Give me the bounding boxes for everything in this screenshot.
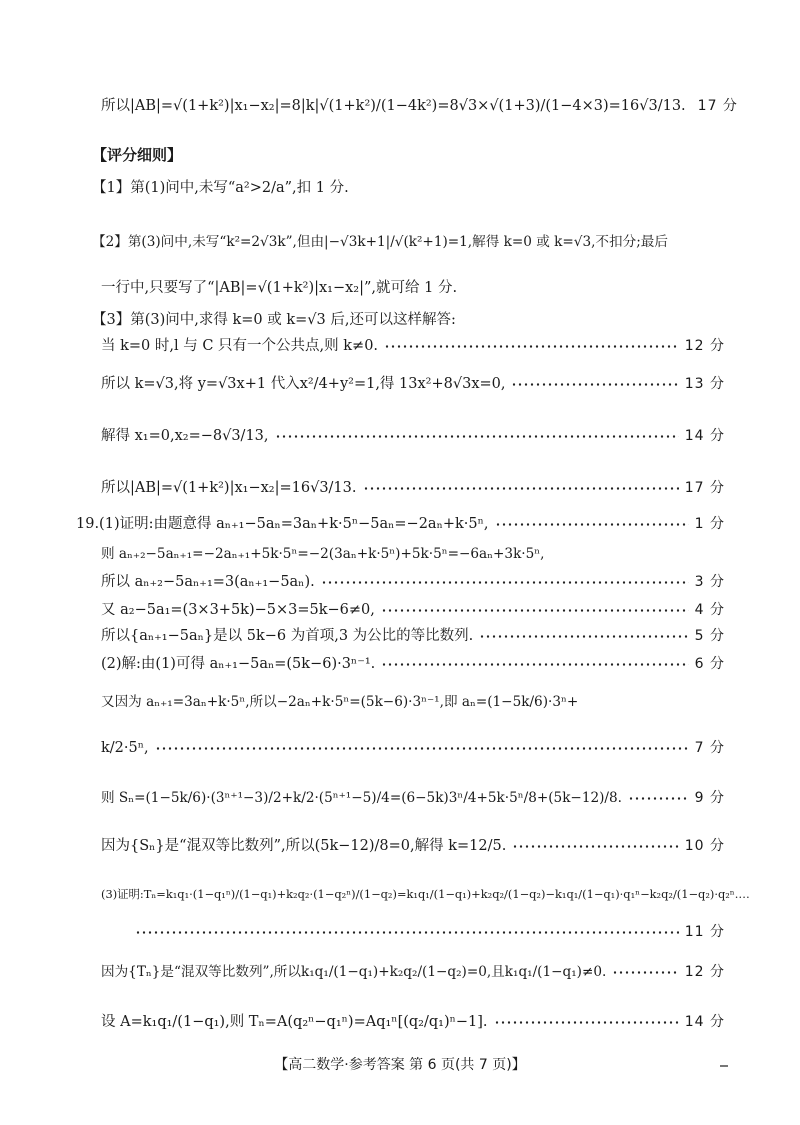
score-label: 17 分 [684, 480, 725, 496]
rule-3-line [92, 310, 716, 330]
score-label: 10 分 [684, 838, 725, 854]
score-label: 12 分 [684, 964, 725, 980]
line-text: 19.(1)证明:由题意得 aₙ₊₁−5aₙ=3aₙ+k·5ⁿ−5aₙ=−2aₙ+k·5ⁿ, [76, 516, 489, 532]
leader-dots [275, 435, 679, 438]
q19-line-5 [101, 626, 725, 646]
q19-line-2 [101, 544, 731, 564]
leader-dots [381, 609, 689, 612]
q19-line-11 [101, 884, 750, 904]
q19-line-13 [101, 962, 725, 982]
score-label: 7 分 [694, 740, 725, 756]
answer-line-17 [101, 478, 725, 498]
rule-2-line-a [92, 232, 732, 252]
answer-line-1 [101, 96, 738, 116]
q19-line-1 [76, 514, 725, 534]
q19-line-3 [101, 572, 725, 592]
answer-line-14 [101, 426, 725, 446]
line-text: 解得 x₁=0,x₂=−8√3/13, [101, 428, 269, 444]
line-text: 则 aₙ₊₂−5aₙ₊₁=−2aₙ₊₁+5k·5ⁿ=−2(3aₙ+k·5ⁿ)+5k·5ⁿ=−6aₙ+3k·5ⁿ, [101, 546, 545, 562]
score-label: 3 分 [694, 574, 725, 590]
leader-dots [511, 383, 678, 386]
leader-dots [479, 635, 688, 638]
score-label: 5 分 [694, 628, 725, 644]
rule-1-line [92, 178, 716, 198]
line-text: 所以{aₙ₊₁−5aₙ}是以 5k−6 为首项,3 为公比的等比数列. [101, 628, 474, 644]
leader-dots [494, 1021, 679, 1024]
q19-line-6 [101, 654, 725, 674]
leader-dots [321, 581, 689, 584]
score-label: 1 分 [694, 516, 725, 532]
line-text: (3)证明:Tₙ=k₁q₁·(1−q₁ⁿ)/(1−q₁)+k₂q₂·(1−q₂ⁿ)/(1−q₂)=k₁q₁/(1−q₁)+k₂q₂/(1−q₂)−k₁q₁/(1−q₁)·q₁ⁿ−k₂q₂/(1−q₂)·q₂ⁿ.… [101, 887, 750, 901]
line-text: 因为{Tₙ}是“混双等比数列”,所以k₁q₁/(1−q₁)+k₂q₂/(1−q₂)=0,且k₁q₁/(1−q₁)≠0. [101, 964, 607, 980]
leader-dots [363, 487, 679, 490]
scoring-rules-heading: 【评分细则】 [92, 146, 183, 164]
line-text: 又因为 aₙ₊₁=3aₙ+k·5ⁿ,所以−2aₙ+k·5ⁿ=(5k−6)·3ⁿ⁻¹,即 aₙ=(1−5k/6)·3ⁿ+ [101, 694, 579, 710]
score-label: 14 分 [684, 428, 725, 444]
line-text: 则 Sₙ=(1−5k/6)·(3ⁿ⁺¹−3)/2+k/2·(5ⁿ⁺¹−5)/4=(6−5k)3ⁿ/4+5k·5ⁿ/8+(5k−12)/8. [101, 790, 622, 806]
score-label: 11 分 [684, 924, 725, 940]
answer-line-12 [101, 336, 725, 356]
page-footer: 【高二数学·参考答案 第 6 页(共 7 页)】 [274, 1057, 526, 1073]
line-text: 所以 k=√3,将 y=√3x+1 代入x²/4+y²=1,得 13x²+8√3x=0, [101, 376, 506, 392]
answer-line-13 [101, 374, 725, 394]
line-text: (2)解:由(1)可得 aₙ₊₁−5aₙ=(5k−6)·3ⁿ⁻¹. [101, 656, 376, 672]
score-label: 9 分 [694, 790, 725, 806]
score-label: 12 分 [684, 338, 725, 354]
leader-dots [612, 971, 678, 974]
line-text: 一行中,只要写了“|AB|=√(1+k²)|x₁−x₂|”,就可给 1 分. [101, 280, 458, 296]
q19-line-9 [101, 788, 725, 808]
q19-line-8 [101, 738, 725, 758]
score-label: 6 分 [694, 656, 725, 672]
corner-mark [720, 1065, 728, 1067]
line-text: 当 k=0 时,l 与 C 只有一个公共点,则 k≠0. [101, 338, 379, 354]
score-label: 17 分 [697, 98, 738, 114]
score-label: 13 分 [684, 376, 725, 392]
q19-line-7 [101, 692, 733, 712]
rule-2-line-b [101, 278, 725, 298]
line-text: 所以 aₙ₊₂−5aₙ₊₁=3(aₙ₊₁−5aₙ). [101, 574, 315, 590]
leader-dots [135, 931, 679, 934]
line-text: 【3】第(3)问中,求得 k=0 或 k=√3 后,还可以这样解答: [92, 312, 456, 328]
leader-dots [628, 797, 689, 800]
line-text: 设 A=k₁q₁/(1−q₁),则 Tₙ=A(q₂ⁿ−q₁ⁿ)=Aq₁ⁿ[(q₂/q₁)ⁿ−1]. [101, 1014, 488, 1030]
q19-line-4 [101, 600, 725, 620]
leader-dots [155, 747, 689, 750]
line-text: 又 a₂−5a₁=(3×3+5k)−5×3=5k−6≠0, [101, 602, 375, 618]
score-label: 4 分 [694, 602, 725, 618]
line-text: 因为{Sₙ}是“混双等比数列”,所以(5k−12)/8=0,解得 k=12/5. [101, 838, 507, 854]
q19-line-14 [101, 1012, 725, 1032]
leader-dots [495, 523, 689, 526]
leader-dots [381, 663, 688, 666]
q19-line-10 [101, 836, 725, 856]
score-label: 14 分 [684, 1014, 725, 1030]
line-text: k/2·5ⁿ, [101, 740, 149, 756]
line-text: 所以|AB|=√(1+k²)|x₁−x₂|=8|k|√(1+k²)/(1−4k²)=8√3×√(1+3)/(1−4×3)=16√3/13. [101, 98, 686, 114]
q19-line-12 [101, 922, 725, 942]
leader-dots [384, 345, 679, 348]
line-text: 【2】第(3)问中,未写“k²=2√3k”,但由|−√3k+1|/√(k²+1)=1,解得 k=0 或 k=√3,不扣分;最后 [92, 234, 668, 250]
line-text: 【1】第(1)问中,未写“a²>2/a”,扣 1 分. [92, 180, 349, 196]
leader-dots [512, 845, 678, 848]
line-text: 所以|AB|=√(1+k²)|x₁−x₂|=16√3/13. [101, 480, 357, 496]
